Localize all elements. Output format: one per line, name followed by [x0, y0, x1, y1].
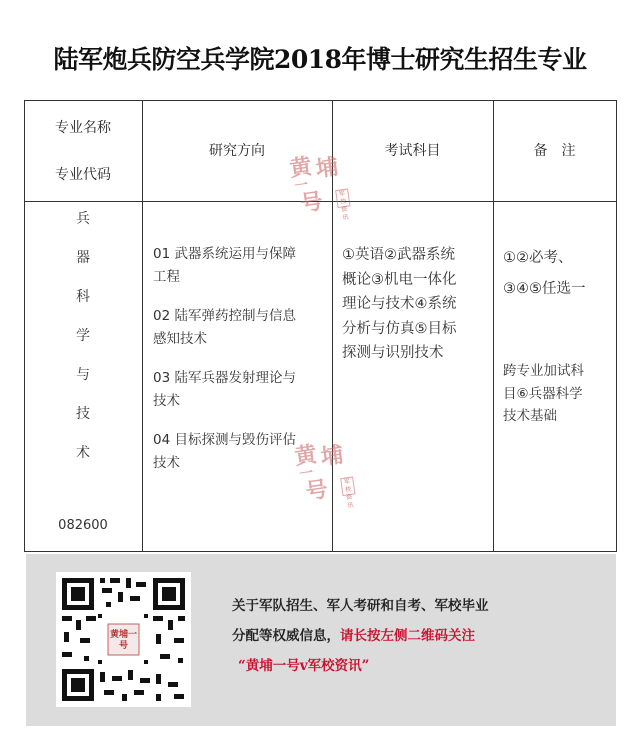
promo-account-name: “黄埔一号v军校资讯”: [238, 658, 370, 674]
table-border-bottom: [24, 551, 617, 552]
qr-code[interactable]: [56, 572, 191, 707]
table-divider: [493, 100, 494, 552]
watermark-seal: 黄 埔 一 号 军校资讯: [287, 153, 349, 222]
table-divider: [142, 100, 143, 552]
remark-extra: 跨专业加试科 目⑥兵器科学 技术基础: [503, 363, 584, 424]
header-exam: 考试科目: [384, 143, 441, 159]
major-name-char: 术: [76, 445, 90, 461]
direction-item: 03 陆军兵器发射理论与 技术: [153, 370, 296, 409]
major-name-char: 技: [76, 406, 90, 422]
header-remark: 备 注: [533, 143, 576, 159]
major-name-char: 学: [76, 328, 90, 344]
promo-line-1: 关于军队招生、军人考研和自考、军校毕业: [232, 598, 489, 614]
major-name-char: 兵: [76, 211, 90, 227]
remark-required: ①②必考、 ③④⑤任选一: [503, 250, 586, 297]
header-major-name: 专业名称: [55, 120, 111, 136]
header-direction: 研究方向: [209, 143, 265, 159]
majors-table: [24, 100, 617, 552]
page-title: 陆军炮兵防空兵学院2018年博士研究生招生专业: [53, 45, 587, 74]
table-border-right: [616, 100, 617, 552]
direction-item: 02 陆军弹药控制与信息 感知技术: [153, 308, 296, 347]
direction-item: 01 武器系统运用与保障 工程: [153, 246, 296, 285]
major-name-char: 器: [76, 250, 90, 266]
major-code: 082600: [58, 518, 108, 533]
qr-center-logo: 黄埔一号: [109, 630, 137, 651]
major-name-char: 与: [76, 367, 90, 383]
direction-item: 04 目标探测与毁伤评估 技术: [153, 432, 296, 471]
header-major-code: 专业代码: [55, 167, 111, 183]
promo-line-2: 分配等权威信息，请长按左侧二维码关注: [232, 628, 475, 644]
promo-text: [232, 591, 489, 681]
major-name-char: 科: [76, 289, 90, 305]
table-border-top: [24, 100, 617, 101]
promo-call-to-action: 请长按左侧二维码关注: [340, 628, 475, 644]
exam-subjects: ①英语②武器系统 概论③机电一体化 理论与技术④系统 分析与仿真⑤目标 探测与识别技术: [342, 247, 457, 361]
watermark-seal: 黄 埔 一 号 军校资讯: [292, 441, 354, 510]
